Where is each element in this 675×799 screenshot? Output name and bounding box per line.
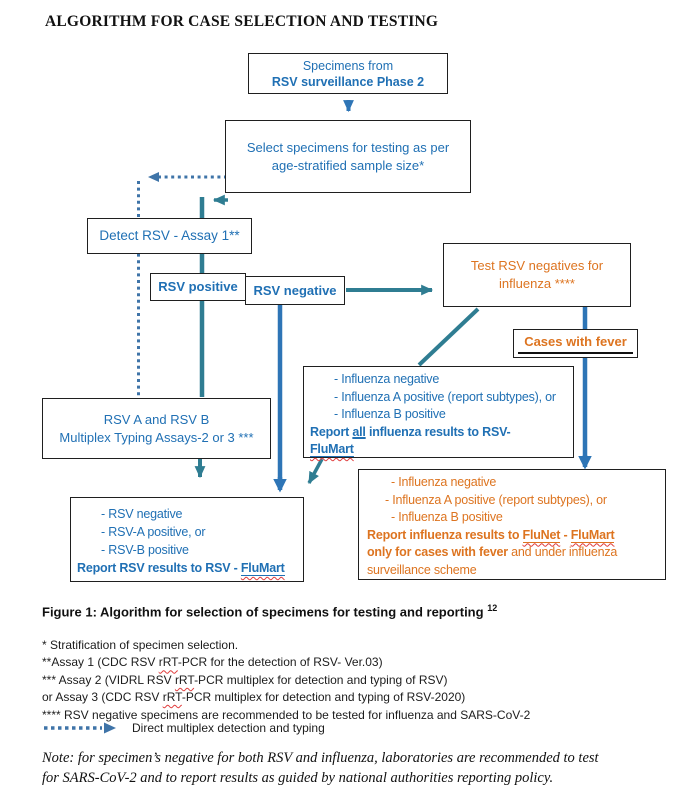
rsv-result-item-1: - RSV negative (101, 507, 183, 521)
box-multiplex-typing (42, 398, 271, 459)
box-rsv-negative (245, 276, 345, 305)
rsv-result-item-3: - RSV-B positive (101, 543, 189, 557)
line-test-to-influenza-results (419, 309, 478, 365)
test-negatives-line1: Test RSV negatives for (470, 258, 604, 273)
fever-report-line3: surveillance scheme (367, 562, 477, 577)
footnote-4: or Assay 3 (CDC RSV rRT-PCR multiplex for detection and typing of RSV-2020) (42, 690, 466, 705)
multiplex-line1: RSV A and RSV B (103, 411, 210, 427)
rsv-result-item-2: - RSV-A positive, or (101, 525, 206, 539)
all-underlined: all (352, 424, 366, 439)
box-detect-rsv (87, 218, 252, 254)
note-line1: Note: for specimen’s negative for both RSV and influenza, laboratories are recommended to test (42, 750, 599, 766)
note-line2: for SARS-CoV-2 and to report results as guided by national authorities reporting policy. (42, 769, 554, 786)
box-test-rsv-negatives (443, 243, 631, 307)
multiplex-line2: Multiplex Typing Assays-2 or 3 *** (59, 429, 254, 445)
box-influenza-fever-results (358, 469, 666, 580)
legend-dotted-arrow (42, 721, 325, 735)
cases-fever-label: Cases with fever (518, 334, 633, 354)
fever-report-line2: only for cases with fever and under influenza (367, 545, 618, 559)
specimens-line2: RSV surveillance Phase 2 (271, 74, 425, 89)
fever-influenza-item-1: - Influenza negative (391, 475, 497, 489)
fever-influenza-item-3: - Influenza B positive (391, 510, 503, 524)
footnote-3: *** Assay 2 (VIDRL RSV rRT-PCR multiplex for detection and typing of RSV) (42, 672, 448, 687)
detect-label: Detect RSV - Assay 1** (99, 228, 240, 243)
specimens-line1: Specimens from (302, 58, 394, 73)
note-text (42, 749, 652, 788)
caption-superscript: 12 (487, 603, 498, 613)
figure-caption: Figure 1: Algorithm for selection of specimens for testing and reporting $^{12}$ (42, 603, 498, 620)
page-title: ALGORITHM FOR CASE SELECTION AND TESTING (45, 13, 439, 30)
rsv-positive-label: RSV positive (158, 279, 238, 294)
rsv-negative-label: RSV negative (253, 282, 337, 298)
legend-label: Direct multiplex detection and typing (132, 721, 325, 735)
box-influenza-results (303, 366, 574, 458)
box-rsv-results (70, 497, 304, 582)
box-rsv-positive (150, 273, 246, 301)
box-cases-with-fever (513, 329, 638, 358)
footnotes (42, 637, 530, 724)
influenza-item-3: - Influenza B positive (334, 407, 446, 421)
footnote-1: * Stratification of specimen selection. (42, 638, 239, 652)
dotted-arrow-icon (42, 722, 120, 734)
influenza-report-line: Report all influenza results to RSV- (310, 424, 511, 439)
box-specimens (248, 53, 448, 94)
arrow-influenza-results-to-report (309, 459, 322, 483)
influenza-report-link: FluMart (310, 442, 354, 456)
box-select-specimens (225, 120, 471, 193)
fever-influenza-item-2: - Influenza A positive (report subtypes), or (385, 492, 607, 507)
fever-report-line: Report influenza results to FluNet - FluMart (367, 527, 615, 542)
select-line1: Select specimens for testing as per (246, 139, 450, 155)
rsv-report-line: Report RSV results to RSV - FluMart (77, 561, 285, 575)
footnote-2: **Assay 1 (CDC RSV rRT-PCR for the detection of RSV- Ver.03) (42, 655, 383, 670)
test-negatives-line2: influenza **** (499, 276, 575, 291)
select-line2: age-stratified sample size* (271, 157, 425, 173)
influenza-item-2: - Influenza A positive (report subtypes), or (334, 389, 556, 404)
footnote-5: **** RSV negative specimens are recommended to be tested for influenza and SARS-CoV-2 (42, 707, 531, 722)
influenza-item-1: - Influenza negative (334, 372, 440, 386)
